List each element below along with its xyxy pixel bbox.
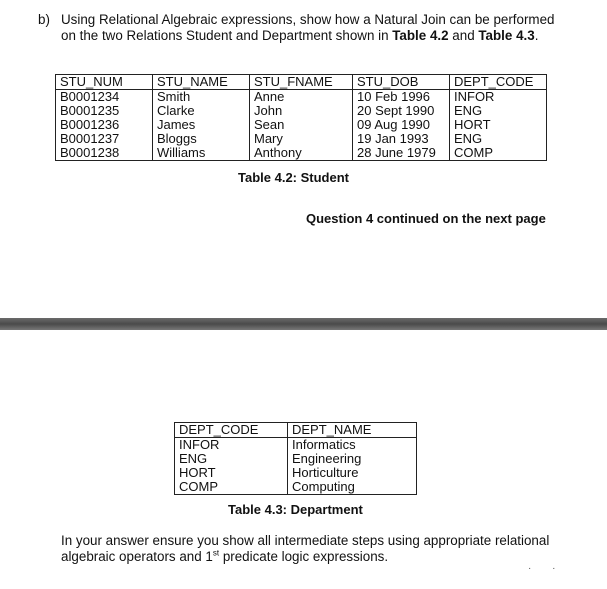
table-cell: 19 Jan 1993 — [353, 132, 450, 146]
table-cell: ENG — [450, 104, 547, 118]
table-cell: 09 Aug 1990 — [353, 118, 450, 132]
table-cell: COMP — [450, 146, 547, 161]
table-cell: COMP — [175, 480, 288, 495]
table-cell: B0001237 — [56, 132, 153, 146]
table-row — [56, 104, 547, 118]
table-cell: James — [153, 118, 250, 132]
scan-marks: · · — [528, 563, 565, 574]
table-cell: B0001238 — [56, 146, 153, 161]
page-divider — [0, 318, 607, 330]
table-row — [175, 438, 417, 453]
table-row — [56, 90, 547, 105]
table-row — [56, 132, 547, 146]
table-row — [56, 146, 547, 161]
table-ref-department: Table 4.3 — [478, 27, 535, 43]
table-header-row — [56, 75, 547, 90]
column-header: STU_DOB — [353, 75, 450, 90]
column-header: DEPT_CODE — [450, 75, 547, 90]
table-ref-student: Table 4.2 — [392, 27, 449, 43]
table-cell: Horticulture — [288, 466, 417, 480]
question-label: b) — [38, 12, 50, 27]
table-cell: ENG — [450, 132, 547, 146]
student-table-caption: Table 4.2: Student — [238, 170, 349, 185]
table-header-row — [175, 423, 417, 438]
question-text — [61, 12, 561, 43]
table-cell: B0001236 — [56, 118, 153, 132]
table-cell: B0001234 — [56, 90, 153, 105]
table-cell: 28 June 1979 — [353, 146, 450, 161]
answer-line-2 — [61, 549, 581, 565]
table-cell: Clarke — [153, 104, 250, 118]
column-header: STU_NAME — [153, 75, 250, 90]
continued-note: Question 4 continued on the next page — [306, 211, 546, 226]
answer-text-part: predicate logic expressions. — [219, 548, 389, 564]
table-cell: ENG — [175, 452, 288, 466]
table-cell: John — [250, 104, 353, 118]
question-text-part: and — [448, 27, 479, 43]
question-text-part: Using Relational Algebraic expressions, show how a Natural Join can be performed on the two Relations Student and Department shown in — [61, 12, 555, 43]
table-cell: 10 Feb 1996 — [353, 90, 450, 105]
table-row — [175, 452, 417, 466]
table-cell: INFOR — [450, 90, 547, 105]
column-header: STU_FNAME — [250, 75, 353, 90]
table-cell: INFOR — [175, 438, 288, 453]
ordinal-superscript: st — [212, 548, 220, 558]
column-header: DEPT_NAME — [288, 423, 417, 438]
table-cell: Informatics — [288, 438, 417, 453]
question-text-part: . — [534, 27, 539, 43]
table-row — [175, 466, 417, 480]
table-cell: Anthony — [250, 146, 353, 161]
table-cell: Smith — [153, 90, 250, 105]
table-cell: Sean — [250, 118, 353, 132]
department-table-caption: Table 4.3: Department — [228, 502, 363, 517]
table-cell: Bloggs — [153, 132, 250, 146]
table-cell: B0001235 — [56, 104, 153, 118]
table-cell: Computing — [288, 480, 417, 495]
department-table — [174, 422, 417, 495]
table-cell: Engineering — [288, 452, 417, 466]
answer-text-part: algebraic operators and 1 — [61, 548, 213, 564]
column-header: STU_NUM — [56, 75, 153, 90]
answer-line-1: In your answer ensure you show all intermediate steps using appropriate relational — [61, 533, 550, 548]
table-cell: HORT — [175, 466, 288, 480]
student-table — [55, 74, 547, 161]
table-cell: HORT — [450, 118, 547, 132]
table-cell: Anne — [250, 90, 353, 105]
column-header: DEPT_CODE — [175, 423, 288, 438]
table-cell: Mary — [250, 132, 353, 146]
table-row — [175, 480, 417, 495]
table-cell: 20 Sept 1990 — [353, 104, 450, 118]
table-cell: Williams — [153, 146, 250, 161]
answer-instructions — [61, 533, 581, 564]
table-row — [56, 118, 547, 132]
